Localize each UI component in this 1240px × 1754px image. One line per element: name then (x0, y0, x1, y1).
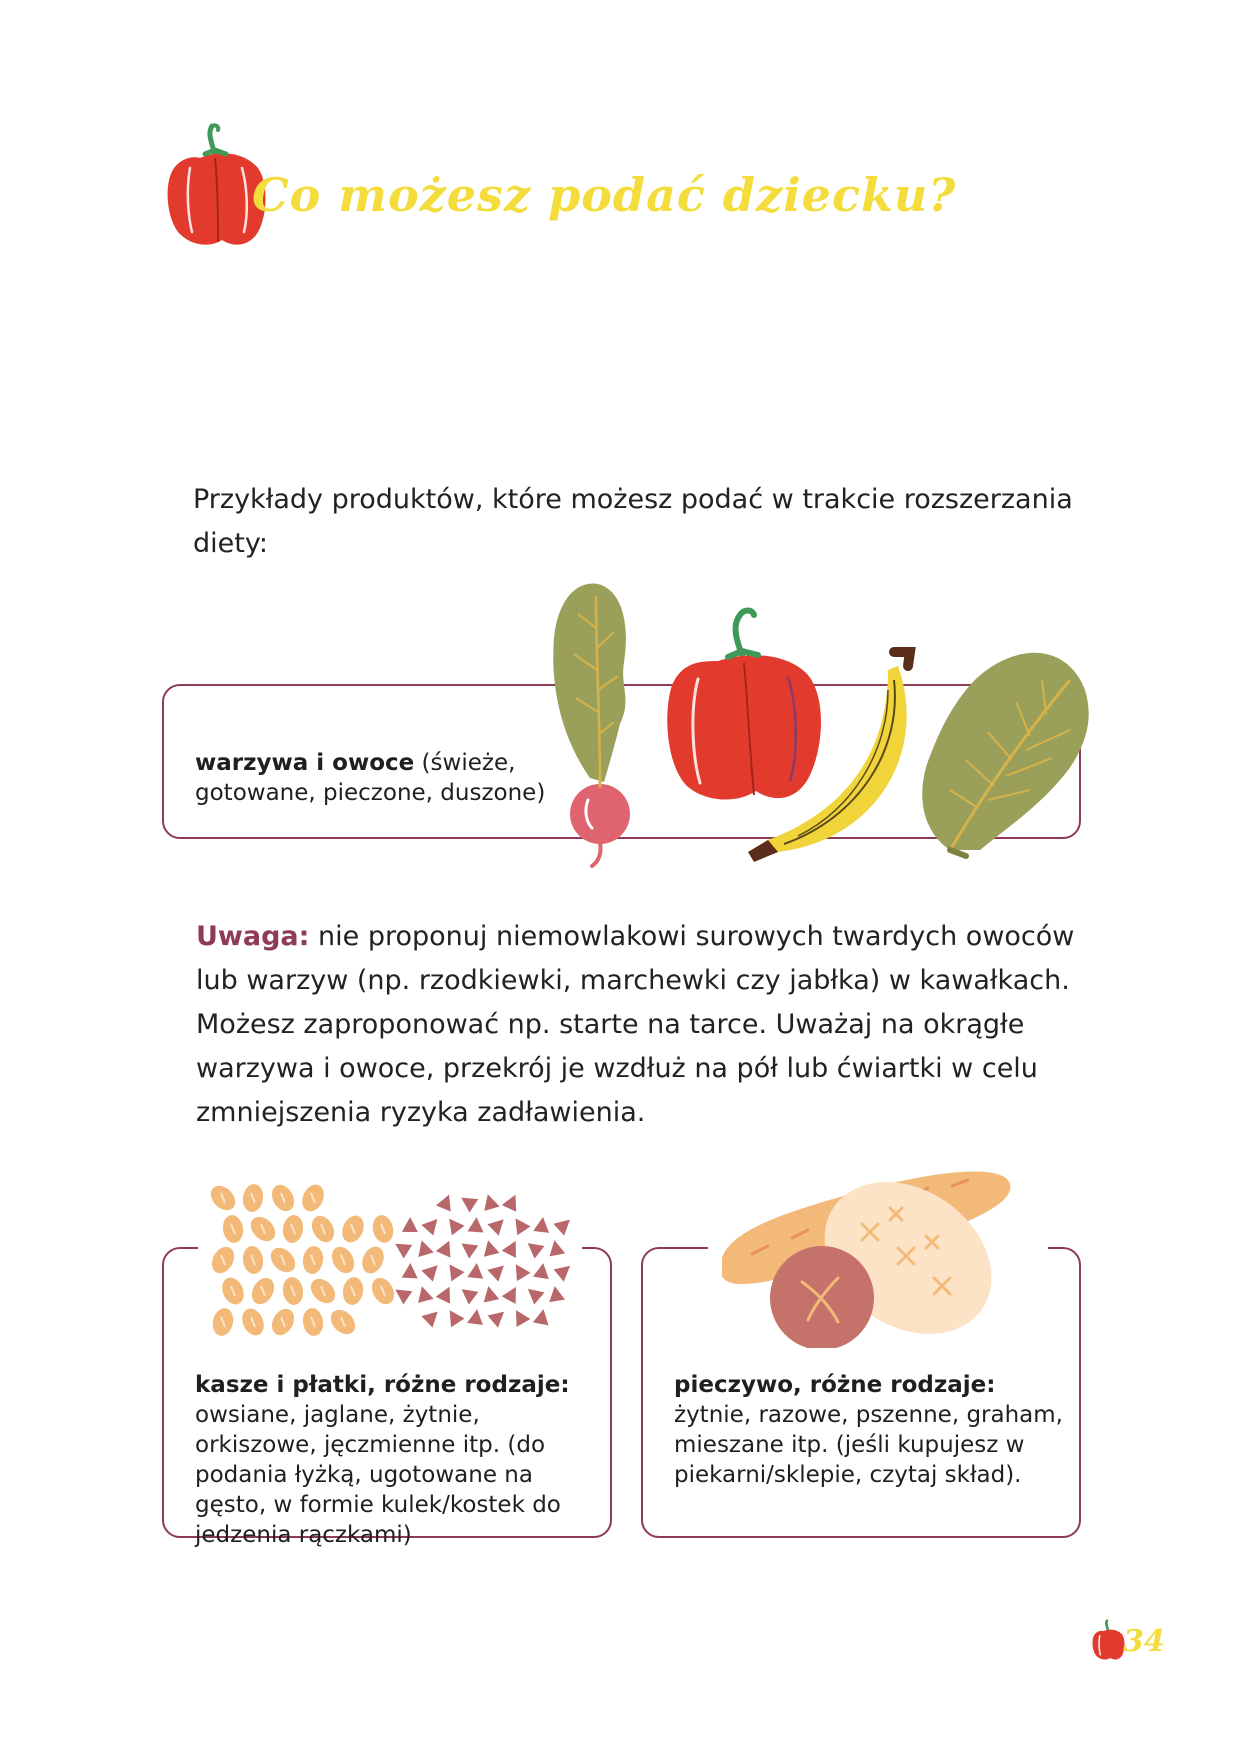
buckwheat-grain (480, 1238, 499, 1256)
buckwheat-grain (414, 1284, 433, 1303)
buckwheat-grain (443, 1214, 465, 1236)
bread-illustration (712, 1158, 1032, 1348)
buckwheat-grain (402, 1263, 419, 1279)
buckwheat-grain (502, 1283, 523, 1304)
oat-flake (267, 1305, 298, 1339)
page-title: Co możesz podać dziecku? (252, 168, 957, 222)
grains-box-description: owsiane, jaglane, żytnie, orkiszowe, jęczmienne itp. (do podania łyżką, ugotowane na gęsto, w formie kulek/kostek do jedzenia rączkami) (195, 1402, 561, 1548)
buckwheat-grain (509, 1260, 531, 1281)
vegetables-box-heading: warzywa i owoce (195, 750, 415, 776)
buckwheat-grain (457, 1191, 478, 1213)
oat-flakes-icon (205, 1180, 395, 1340)
oat-flake (266, 1243, 300, 1277)
buckwheat-grain (533, 1216, 551, 1233)
oat-flake (207, 1243, 238, 1277)
buckwheat-grain (467, 1262, 484, 1279)
buckwheat-grain (533, 1308, 552, 1326)
buckwheat-grain (481, 1285, 500, 1303)
buckwheat-grain (436, 1237, 457, 1257)
oat-flake (241, 1245, 265, 1276)
oat-flake (306, 1274, 340, 1308)
buckwheat-grain (443, 1306, 465, 1327)
buckwheat-grain (421, 1260, 443, 1282)
buckwheat-grain (533, 1262, 551, 1279)
banana-icon (738, 640, 928, 870)
bread-box-description: żytnie, razowe, pszenne, graham, mieszane itp. (jeśli kupujesz w piekarni/sklepie, czytaj skład). (674, 1402, 1063, 1488)
warning-label: Uwaga: (196, 921, 310, 952)
oat-flake (298, 1181, 328, 1215)
buckwheat-grain (509, 1306, 530, 1327)
buckwheat-grain (487, 1260, 509, 1282)
oat-flake (327, 1243, 358, 1277)
oat-flake (307, 1212, 338, 1246)
oat-flake (238, 1305, 268, 1339)
buckwheat-grain (502, 1191, 523, 1211)
oat-flake (338, 1212, 368, 1246)
oat-flake (206, 1181, 240, 1215)
intro-text: Przykłady produktów, które możesz podać w trakcie rozszerzania diety: (193, 484, 1073, 559)
oat-flake (246, 1212, 280, 1246)
buckwheat-grain (468, 1216, 485, 1232)
buckwheat-grain (436, 1192, 456, 1212)
buckwheat-grain (547, 1285, 565, 1302)
buckwheat-grain (553, 1214, 575, 1236)
oat-flake (281, 1276, 305, 1307)
oat-flake (281, 1214, 305, 1245)
oat-flake (241, 1183, 265, 1214)
buckwheat-grain (402, 1217, 418, 1232)
buckwheat-grain (553, 1260, 575, 1282)
oat-flake (267, 1181, 298, 1215)
buckwheat-grain (421, 1214, 443, 1236)
grains-box-text (195, 1370, 595, 1550)
buckwheat-grain (421, 1306, 443, 1328)
oat-flake (210, 1306, 236, 1338)
oat-flake (221, 1214, 245, 1245)
buckwheat-grain (523, 1283, 545, 1305)
buckwheat-grain (487, 1214, 509, 1236)
buckwheat-grain (480, 1192, 500, 1211)
round-bun-icon (770, 1246, 874, 1348)
buckwheat-grain (547, 1239, 566, 1257)
oat-flake (358, 1243, 388, 1277)
buckwheat-grain (509, 1214, 531, 1235)
oat-flake (301, 1307, 325, 1338)
red-pepper-icon (1090, 1618, 1126, 1662)
oat-flake (301, 1245, 325, 1276)
buckwheat-grain (523, 1237, 545, 1259)
oat-flake (247, 1274, 278, 1308)
buckwheat-grain (391, 1283, 412, 1305)
radish-icon (548, 578, 648, 868)
buckwheat-grain (502, 1237, 523, 1258)
buckwheat-grain (436, 1283, 457, 1303)
buckwheat-grain (487, 1306, 509, 1328)
bread-box-heading: pieczywo, różne rodzaje: (674, 1372, 996, 1398)
lettuce-icon (910, 640, 1100, 860)
page-number: 34 (1123, 1624, 1165, 1659)
oat-flake (218, 1274, 248, 1308)
buckwheat-grain (414, 1238, 434, 1257)
buckwheat-grain (443, 1260, 465, 1281)
warning-note (196, 915, 1076, 1135)
oat-flake (341, 1276, 365, 1307)
buckwheat-grain (467, 1308, 485, 1325)
vegetables-box-description: (świeże, gotowane, pieczone, duszone) (195, 750, 546, 806)
bread-box-text (674, 1370, 1064, 1490)
grains-box-heading: kasze i płatki, różne rodzaje: (195, 1372, 570, 1398)
oat-flake (326, 1305, 360, 1339)
warning-text: nie proponuj niemowlakowi surowych twardych owoców lub warzyw (np. rzodkiewki, marchewki czy jabłka) w kawałkach. Możesz zaproponować np. starte na tarce. Uważaj na okrągłe warzywa i owoce, przekrój je wzdłuż na pół lub ćwiartki w celu zmniejszenia ryzyka zadławienia. (196, 921, 1075, 1128)
buckwheat-grain (391, 1237, 412, 1259)
buckwheat-icon (390, 1190, 575, 1340)
vegetables-box-text (195, 748, 555, 808)
buckwheat-grain (457, 1237, 478, 1259)
buckwheat-grain (457, 1283, 479, 1305)
